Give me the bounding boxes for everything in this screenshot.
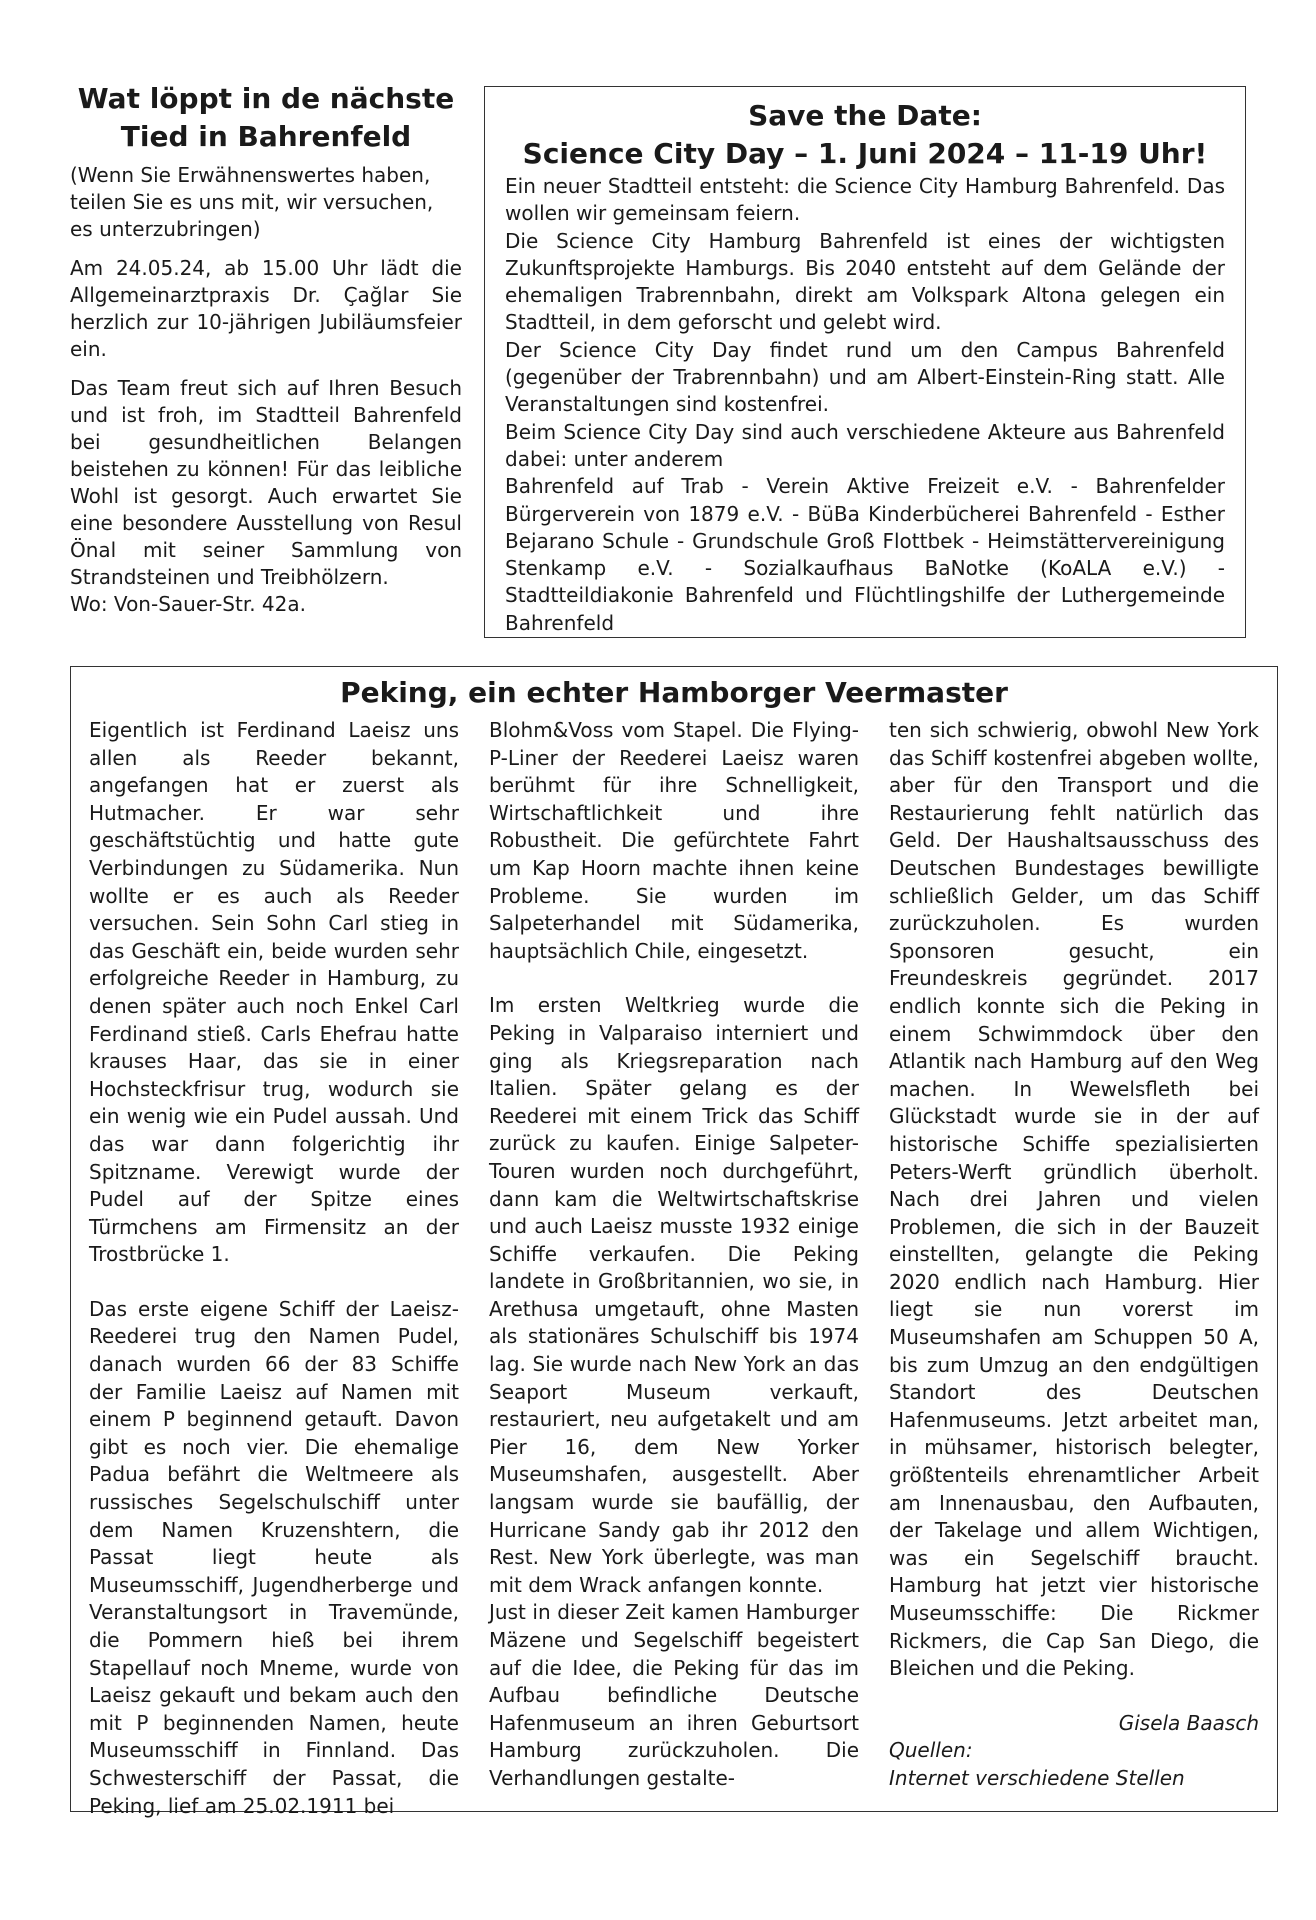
- article-paragraph: Eigentlich ist Ferdinand Laeisz uns allen als Reeder bekannt, angefangen hat er zuerst als Hutmacher. Er war sehr geschäftstüchtig und hatte gute Verbindungen zu Südamerika. Nun wollte er es auch als Reeder versuchen. Sein Sohn Carl stieg in das Geschäft ein, beide wurden sehr erfolgreiche Reeder in Hamburg, zu denen später auch noch Enkel Carl Ferdinand stieß. Carls Ehefrau hatte krauses Haar, das sie in einer Hochsteckfrisur trug, wodurch sie ein wenig wie ein Pudel aussah. Und das war dann folgerichtig ihr Spitzname. Verewigt wurde der Pudel auf der Spitze eines Türmchens am Firmensitz an der Trostbrücke 1.: [89, 718, 459, 1267]
- events-paragraph-2: Das Team freut sich auf Ihren Besuch und ist froh, im Stadtteil Bahrenfeld bei gesundheitlichen Belangen beistehen zu können! Für das leibliche Wohl ist gesorgt. Auch erwartet Sie eine besondere Ausstellung von Resul Önal mit seiner Sammlung von Strandsteinen und Treibhölzern.: [70, 376, 462, 589]
- sources-label: Quellen:: [889, 1738, 973, 1763]
- article-paragraph: Blohm&Voss vom Stapel. Die Flying-P-Liner der Reederei Laeisz waren berühmt für ihre Schnelligkeit, Wirtschaftlichkeit und ihre Robustheit. Die gefürchtete Fahrt um Kap Hoorn machte ihnen keine Probleme. Sie wurden im Salpeterhandel mit Südamerika, hauptsächlich Chile, eingesetzt.: [489, 718, 859, 963]
- article-column-2: [489, 717, 859, 1793]
- events-address: Wo: Von-Sauer-Str. 42a.: [70, 592, 306, 616]
- save-the-date-box: [484, 86, 1246, 638]
- save-the-date-paragraph-1: Ein neuer Stadtteil entsteht: die Science City Hamburg Bahrenfeld. Das wollen wir gemeinsam feiern.: [505, 174, 1225, 226]
- article-paragraph: Das erste eigene Schiff der Laeisz-Reederei trug den Namen Pudel, danach wurden 66 der 83 Schiffe der Familie Laeisz auf Namen mit einem P beginnend getauft. Davon gibt es noch vier. Die ehemalige Padua befährt die Weltmeere als russisches Segelschulschiff unter dem Namen Kruzenshtern, die Passat liegt heute als Museumsschiff, Jugendherberge und Veranstaltungsort in Travemünde, die Pommern hieß bei ihrem Stapellauf noch Mneme, wurde von Laeisz gekauft und bekam auch den mit P beginnenden Namen, heute Museumsschiff in Finnland. Das Schwesterschiff der Passat, die Peking, lief am 25.02.1911 bei: [89, 1296, 459, 1818]
- events-note: (Wenn Sie Erwähnenswertes haben, teilen Sie es uns mit, wir versuchen, es unterzubringen): [70, 163, 434, 241]
- save-the-date-title-line1: Save the Date:: [748, 99, 982, 132]
- events-title-line1: Wat löppt in de nächste: [77, 82, 455, 115]
- article-paragraph: Just in dieser Zeit kamen Hamburger Mäzene und Segelschiff begeistert auf die Idee, die Peking für das im Aufbau befindliche Deutsche Hafenmuseum an ihren Geburtsort Hamburg zurückzuholen. Die Verhandlungen gestalte-: [489, 1600, 859, 1790]
- save-the-date-title: [505, 97, 1225, 173]
- save-the-date-paragraph-2: Die Science City Hamburg Bahrenfeld ist eines der wichtigsten Zukunftsprojekte Hamburgs. Bis 2040 entsteht auf dem Gelände der ehemaligen Trabrennbahn, direkt am Volkspark Altona gelegen ein Stadtteil, in dem geforscht und gelebt wird.: [505, 228, 1225, 335]
- article-column-3: [889, 717, 1259, 1793]
- save-the-date-participants: Bahrenfeld auf Trab - Verein Aktive Freizeit e.V. - Bahrenfelder Bürgerverein von 1879 e.V. - BüBa Kinderbücherei Bahrenfeld - Esther Bejarano Schule - Grundschule Groß Flottbek - Heimstättervereinigung Stenkamp e.V. - Sozialkaufhaus BaNotke (KoALA e.V.) - Stadtteildiakonie Bahrenfeld und Flüchtlingshilfe der Luthergemeinde Bahrenfeld: [505, 474, 1225, 635]
- article-paragraph: Im ersten Weltkrieg wurde die Peking in Valparaiso interniert und ging als Kriegsreparation nach Italien. Später gelang es der Reederei mit einem Trick das Schiff zurück zu kaufen. Einige Salpeter-Touren wurden noch durchgeführt, dann kam die Weltwirtschaftskrise und auch Laeisz musste 1932 einige Schiffe verkaufen. Die Peking landete in Großbritannien, wo sie, in Arethusa umgetauft, ohne Masten als stationäres Schulschiff bis 1974 lag. Sie wurde nach New York an das Seaport Museum verkauft, restauriert, neu aufgetakelt und am Pier 16, dem New Yorker Museumshafen, ausgestellt. Aber langsam wurde sie baufällig, der Hurricane Sandy gab ihr 2012 den Rest. New York überlegte, was man mit dem Wrack anfangen konnte.: [489, 993, 859, 1597]
- peking-article: [70, 666, 1278, 1818]
- peking-title: Peking, ein echter Hamborger Veermaster: [340, 676, 1008, 709]
- events-title: [70, 80, 462, 156]
- save-the-date-paragraph-3: Der Science City Day findet rund um den Campus Bahrenfeld (gegenüber der Trabrennbahn) und am Albert-Einstein-Ring statt. Alle Veranstaltungen sind kostenfrei.: [505, 337, 1225, 417]
- article-paragraph: ten sich schwierig, obwohl New York das Schiff kostenfrei abgeben wollte, aber für den Transport und die Restaurierung fehlt natürlich das Geld. Der Haushaltsausschuss des Deutschen Bundestages bewilligte schließlich Gelder, um das Schiff zurückzuholen. Es wurden Sponsoren gesucht, ein Freundeskreis gegründet. 2017 endlich konnte sich die Peking in einem Schwimmdock über den Atlantik nach Hamburg auf den Weg machen. In Wewelsfleth bei Glückstadt wurde sie in der auf historische Schiffe spezialisierten Peters-Werft gründlich überholt. Nach drei Jahren und vielen Problemen, die sich in der Bauzeit einstellten, gelangte die Peking 2020 endlich nach Hamburg. Hier liegt sie nun vorerst im Museumshafen am Schuppen 50 A, bis zum Umzug an den endgültigen Standort des Deutschen Hafenmuseums. Jetzt arbeitet man, in mühsamer, historisch belegter, größtenteils ehrenamtlicher Arbeit am Innenausbau, den Aufbauten, der Takelage und allem Wichtigen, was ein Segelschiff braucht. Hamburg hat jetzt vier historische Museumsschiffe: Die Rickmer Rickmers, die Cap San Diego, die Bleichen und die Peking.: [889, 718, 1259, 1681]
- sources-text: Internet verschiedene Stellen: [889, 1765, 1185, 1790]
- save-the-date-paragraph-4: Beim Science City Day sind auch verschiedene Akteure aus Bahrenfeld dabei: unter anderem: [505, 419, 1225, 471]
- events-title-line2: Tied in Bahrenfeld: [120, 120, 412, 153]
- article-column-1: [89, 717, 459, 1820]
- events-article: [70, 80, 462, 630]
- save-the-date-title-line2: Science City Day – 1. Juni 2024 – 11-19 Uhr!: [522, 137, 1208, 170]
- events-paragraph-1: Am 24.05.24, ab 15.00 Uhr lädt die Allgemeinarztpraxis Dr. Çağlar Sie herzlich zur 10-jährigen Jubiläumsfeier ein.: [70, 256, 462, 361]
- article-author: Gisela Baasch: [1118, 1710, 1259, 1735]
